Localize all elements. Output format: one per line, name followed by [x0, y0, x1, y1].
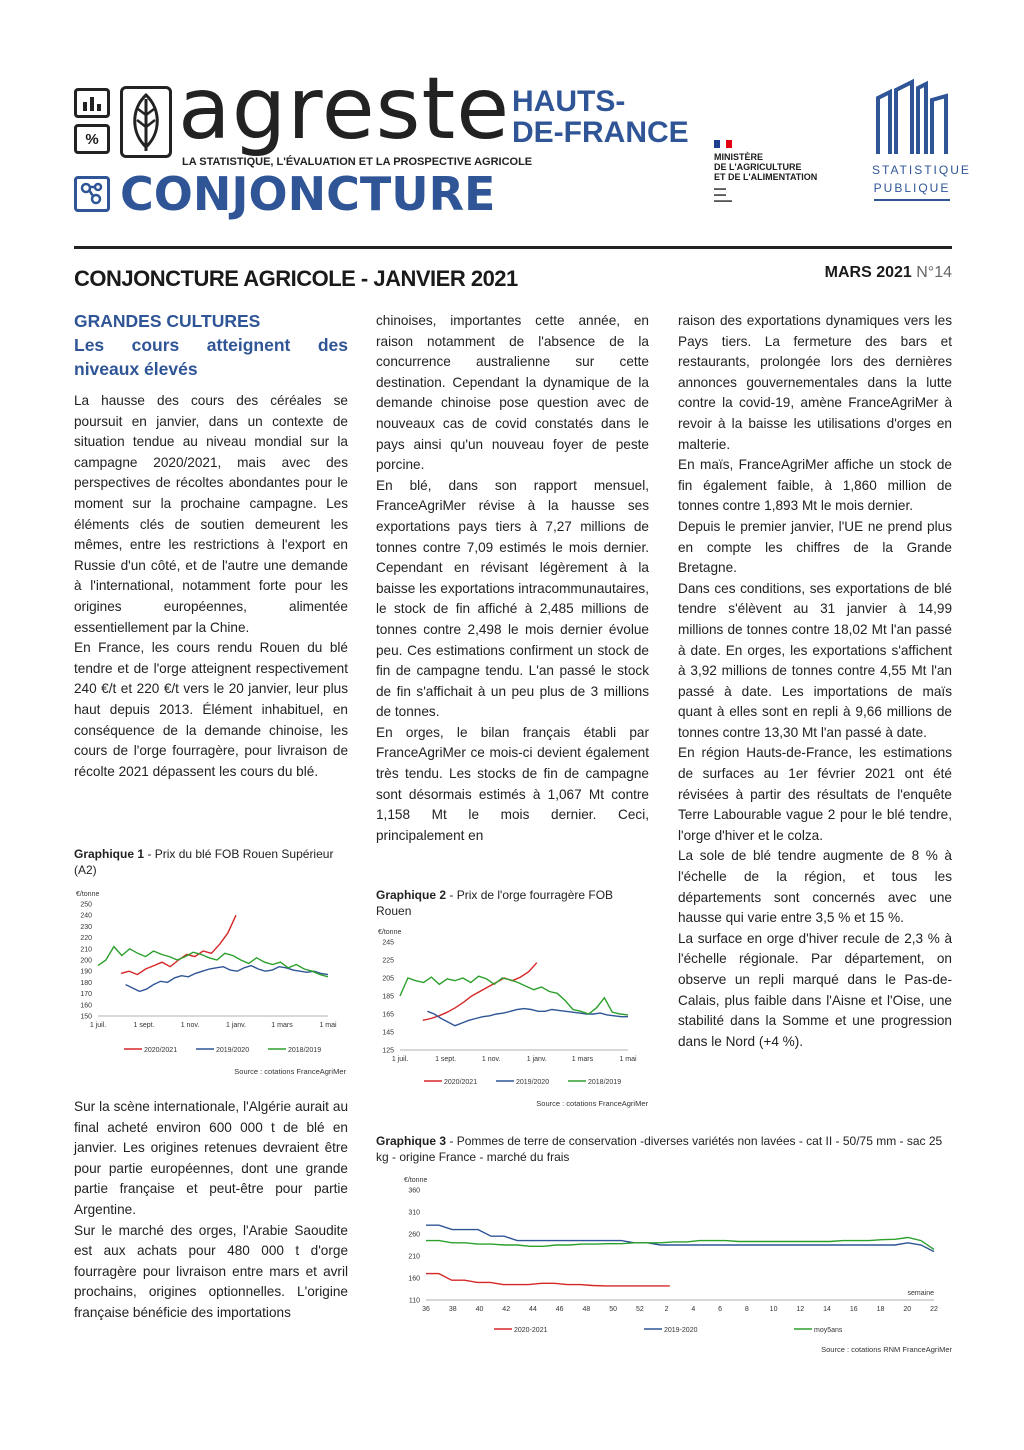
x-tick-label: 1 mai [619, 1056, 637, 1063]
network-icon [74, 176, 110, 212]
region-line-2: DE-FRANCE [512, 116, 689, 149]
series-line-2019-2020 [427, 1009, 628, 1026]
y-tick-label: 125 [382, 1047, 394, 1055]
column-3 [678, 311, 952, 1052]
y-tick-label: 185 [382, 993, 394, 1001]
y-tick-label: 180 [80, 979, 92, 987]
x-tick-label: 40 [475, 1306, 484, 1313]
y-tick-label: 150 [80, 1013, 92, 1021]
french-flag-icon [714, 140, 854, 148]
y-tick-label: 160 [80, 1002, 92, 1010]
figure-1-caption: Graphique 1 - Prix du blé FOB Rouen Supérieur (A2) [74, 847, 334, 877]
series-line-2020-2021 [426, 1274, 670, 1286]
series-name: CONJONCTURE [120, 167, 496, 221]
paragraph: En région Hauts-de-France, les estimations de surfaces au 1er février 2021 ont été révisées à partir des résultats de l'enquête Terre Labourable vague 2 pour le blé tendre, l'orge d'hiver et le colza. [678, 745, 952, 843]
chart-2 [376, 920, 652, 1112]
y-tick-label: 165 [382, 1011, 394, 1019]
region-name [512, 86, 689, 148]
stat-underline [874, 199, 950, 201]
document-title: CONJONCTURE AGRICOLE - JANVIER 2021 [74, 266, 518, 291]
x-tick-label: 1 janv. [526, 1056, 547, 1063]
paragraph: Dans ces conditions, ses exportations de blé tendre s'élèvent au 31 janvier à 14,99 millions de tonnes contre 18,02 Mt l'an passé à date. En orges, les exportations s'affichent à 3,92 millions de tonnes contre 4,55 Mt l'an passé à date. Les importations de maïs quant à elles sont en repli à 9,66 millions de tonnes contre 13,30 Mt l'an passé à date. [678, 580, 952, 740]
chart-3 [376, 1168, 954, 1358]
paragraph: En maïs, FranceAgriMer affiche un stock de fin également faible, à 1,860 million de tonnes contre 1,893 Mt le mois dernier. [678, 457, 952, 514]
y-tick-label: 230 [80, 923, 92, 931]
figure-1-label: Graphique 1 [74, 847, 145, 861]
column-1-continued [74, 1097, 348, 1324]
y-tick-label: 210 [80, 946, 92, 954]
series-line-2018-2019 [400, 976, 628, 1015]
x-tick-label: 1 nov. [481, 1056, 501, 1063]
paragraph: En orges, le bilan français établi par FranceAgriMer ce mois-ci devient également très tendu. Les stocks de fin de campagne sont désormais estimés à 1,067 Mt contre 1,158 Mt le mois dernier. Ceci, principalement en [376, 724, 649, 843]
legend-label: 2019-2020 [664, 1327, 698, 1334]
x-tick-label: 10 [769, 1306, 778, 1313]
x-tick-label: 1 sept. [133, 1022, 155, 1029]
series-line-2019-2020 [426, 1225, 934, 1251]
ministry-line-1: MINISTÈRE [714, 152, 764, 162]
y-tick-label: 240 [80, 912, 92, 920]
series-line-moy5ans [426, 1238, 934, 1250]
x-tick-label: 42 [502, 1306, 511, 1313]
issue-info [825, 264, 952, 282]
x-tick-label: 16 [849, 1306, 858, 1313]
issue-number: N°14 [916, 264, 952, 281]
figure-2-label: Graphique 2 [376, 888, 447, 902]
chart-1 [74, 884, 350, 1082]
x-tick-label: 52 [635, 1306, 644, 1313]
legend-label: 2020-2021 [514, 1327, 548, 1334]
x-tick-label: 1 mai [319, 1022, 337, 1029]
y-axis-label: €/tonne [76, 891, 100, 898]
x-tick-label: 6 [718, 1306, 723, 1313]
x-tick-label: 38 [448, 1306, 457, 1313]
paragraph: Sur la scène internationale, l'Algérie aurait au final acheté environ 600 000 t de blé en janvier. Les origines retenues devraient être pour partie européennes, dont une grande partie française et peut-être pour partie Argentine. [74, 1099, 348, 1217]
legend-label: 2020/2021 [144, 1047, 178, 1054]
column-1 [74, 309, 348, 782]
y-tick-label: 220 [80, 935, 92, 943]
x-tick-label: 14 [823, 1306, 831, 1313]
ministry-motto: ▬▬ ▬▬ ▬▬▬ [714, 186, 732, 204]
x-axis-label: semaine [907, 1290, 934, 1297]
y-tick-label: 190 [80, 968, 92, 976]
statistique-publique-logo [872, 78, 971, 201]
percent-icon: % [74, 124, 110, 154]
ministry-line-2: DE L'AGRICULTURE [714, 162, 802, 172]
y-axis-label: €/tonne [404, 1177, 428, 1184]
chart-source: Source : cotations RNM FranceAgriMer [821, 1345, 952, 1354]
figure-2-caption: Graphique 2 - Prix de l'orge fourragère FOB Rouen [376, 888, 614, 918]
x-tick-label: 20 [903, 1306, 912, 1313]
legend-label: 2020/2021 [444, 1079, 478, 1086]
x-tick-label: 12 [796, 1306, 805, 1313]
ministry-line-3: ET DE L'ALIMENTATION [714, 172, 818, 182]
figure-3-caption: Graphique 3 - Pommes de terre de conservation -diverses variétés non lavées - cat II - 50/75 mm - sac 25 kg - origine France - marché du frais [376, 1134, 943, 1164]
section-heading [74, 309, 348, 381]
legend-label: 2019/2020 [216, 1047, 250, 1054]
y-tick-label: 210 [408, 1253, 420, 1261]
bar-chart-icon [74, 88, 110, 118]
figure-2-title: Prix de l'orge fourragère FOB Rouen [376, 888, 614, 918]
y-axis-label: €/tonne [378, 929, 402, 936]
y-tick-label: 360 [408, 1187, 420, 1195]
x-tick-label: 22 [930, 1306, 938, 1313]
section-kicker: GRANDES CULTURES [74, 311, 261, 331]
x-tick-label: 1 juil. [391, 1056, 409, 1063]
y-tick-label: 225 [382, 957, 394, 965]
y-tick-label: 310 [408, 1209, 420, 1217]
y-tick-label: 145 [382, 1029, 394, 1037]
building-icon [872, 78, 952, 156]
paragraph: La surface en orge d'hiver recule de 2,3 % à l'échelle régionale. Par département, on observe un repli marqué dans le Pas-de-Calais, plus faible dans l'Aisne et l'Oise, une stabilité dans la Somme et une progression dans le Nord (+4 %). [678, 930, 952, 1049]
legend-label: 2018/2019 [288, 1047, 322, 1054]
x-tick-label: 2 [664, 1306, 669, 1313]
x-tick-label: 18 [876, 1306, 885, 1313]
x-tick-label: 1 mars [271, 1022, 293, 1029]
x-tick-label: 46 [555, 1306, 564, 1313]
agreste-logo-icons [74, 88, 116, 160]
stat-line-2: PUBLIQUE [873, 181, 951, 195]
x-tick-label: 1 nov. [180, 1022, 200, 1029]
legend-label: 2018/2019 [588, 1079, 622, 1086]
paragraph: La sole de blé tendre augmente de 8 % à l'échelle de la région, et tous les départements sont concernés avec une hausse qui varie entre 3,5 % et 15 %. [678, 848, 952, 926]
x-tick-label: 1 juil. [89, 1022, 107, 1029]
paragraph: Sur le marché des orges, l'Arabie Saoudite est aux achats pour 480 000 t d'orge fourragère pour livraison entre mars et avril prochains, origines optionnelles. L'origine française bénéficie des importations [74, 1222, 348, 1320]
y-tick-label: 160 [408, 1275, 420, 1283]
figure-3-label: Graphique 3 [376, 1134, 447, 1148]
paragraph: La hausse des cours des céréales se poursuit en janvier, dans un contexte de situation tendue au niveau mondial sur la campagne 2020/2021, mais avec des perspectives de récoltes abondantes pour le moment sur la prochaine campagne. Les éléments clés de soutien demeurent les mêmes, entre les restrictions à l'export en Russie d'un côté, et de l'autre une demande à l'international, notamment forte pour les origines européennes, alimentée essentiellement par la Chine. [74, 393, 348, 635]
x-tick-label: 8 [744, 1306, 749, 1313]
x-tick-label: 1 mars [571, 1056, 594, 1063]
figure-1-title: Prix du blé FOB Rouen Supérieur (A2) [74, 847, 334, 877]
series-line-2019-2020 [126, 966, 328, 992]
y-tick-label: 200 [80, 957, 92, 965]
y-tick-label: 170 [80, 991, 92, 999]
x-tick-label: 4 [691, 1306, 696, 1313]
paragraph: En blé, dans son rapport mensuel, FranceAgriMer révise à la hausse ses exportations pays tiers à 7,27 millions de tonnes contre 7,09 estimés le mois dernier. Cependant en révisant légèrement à la baisse les exportations intracommunautaires, le stock de fin affiché à 2,485 millions de tonnes contre 2,498 le mois dernier évolue peu. Ces estimations confirment un stock de fin de campagne tendu. L'an passé le stock de fin s'affichait à un peu plus de 3 millions de tonnes. [376, 477, 649, 720]
y-tick-label: 205 [382, 975, 394, 983]
y-tick-label: 110 [408, 1297, 420, 1305]
brand-name: agreste [178, 59, 511, 159]
region-line-1: HAUTS- [512, 85, 626, 118]
chart-source: Source : cotations FranceAgriMer [536, 1099, 648, 1108]
series-line-2020-2021 [121, 915, 236, 974]
y-tick-label: 250 [80, 901, 92, 909]
x-tick-label: 1 janv. [225, 1022, 247, 1029]
y-tick-label: 245 [382, 939, 394, 947]
column-2 [376, 311, 649, 846]
x-tick-label: 44 [529, 1306, 537, 1313]
header-rule [74, 246, 952, 249]
brand-tagline: LA STATISTIQUE, L'ÉVALUATION ET LA PROSPECTIVE AGRICOLE [182, 156, 533, 168]
ministry-logo [714, 140, 854, 204]
x-tick-label: 36 [422, 1306, 430, 1313]
issue-date: MARS 2021 [824, 264, 912, 281]
paragraph: En France, les cours rendu Rouen du blé tendre et de l'orge atteignent respectivement 240 €/t et 220 €/t vers le 20 janvier, leur plus haut depuis 2013. Élément inhabituel, en conséquence de la demande chinoise, les cours de l'orge fourragère, pour livraison de récolte 2021 dépassent les cours du blé. [74, 640, 348, 779]
x-tick-label: 50 [609, 1306, 618, 1313]
series-line-2020-2021 [423, 963, 537, 1021]
paragraph: raison des exportations dynamiques vers les Pays tiers. La fermeture des bars et restaurants, prolongée lors des dernières annonces gouvernementales dans la lutte contre la covid-19, amène FranceAgriMer à revoir à la baisse les utilisations d'orges en malterie. [678, 313, 952, 452]
stat-line-1: STATISTIQUE [872, 163, 971, 177]
paragraph: Depuis le premier janvier, l'UE ne prend plus en compte les chiffres de la Grande Bretagne. [678, 518, 952, 576]
legend-label: 2019/2020 [516, 1079, 550, 1086]
section-headline: Les cours atteignent des niveaux élevés [74, 335, 348, 379]
leaf-icon [120, 86, 172, 158]
paragraph: chinoises, importantes cette année, en raison notamment de l'absence de la concurrence australienne sur cette destination. Cependant la dynamique de la demande chinoise pose question avec de nouveaux cas de covid constatés dans le pays ainsi qu'un nouveau foyer de peste porcine. [376, 313, 649, 473]
y-tick-label: 260 [408, 1231, 420, 1239]
x-tick-label: 1 sept. [435, 1056, 457, 1063]
x-tick-label: 48 [582, 1306, 591, 1313]
chart-source: Source : cotations FranceAgriMer [234, 1067, 346, 1076]
legend-label: moy5ans [814, 1327, 843, 1334]
figure-3-title: Pommes de terre de conservation -diverses variétés non lavées - cat II - 50/75 mm - sac 25 kg - origine France - marché du frais [376, 1134, 943, 1164]
